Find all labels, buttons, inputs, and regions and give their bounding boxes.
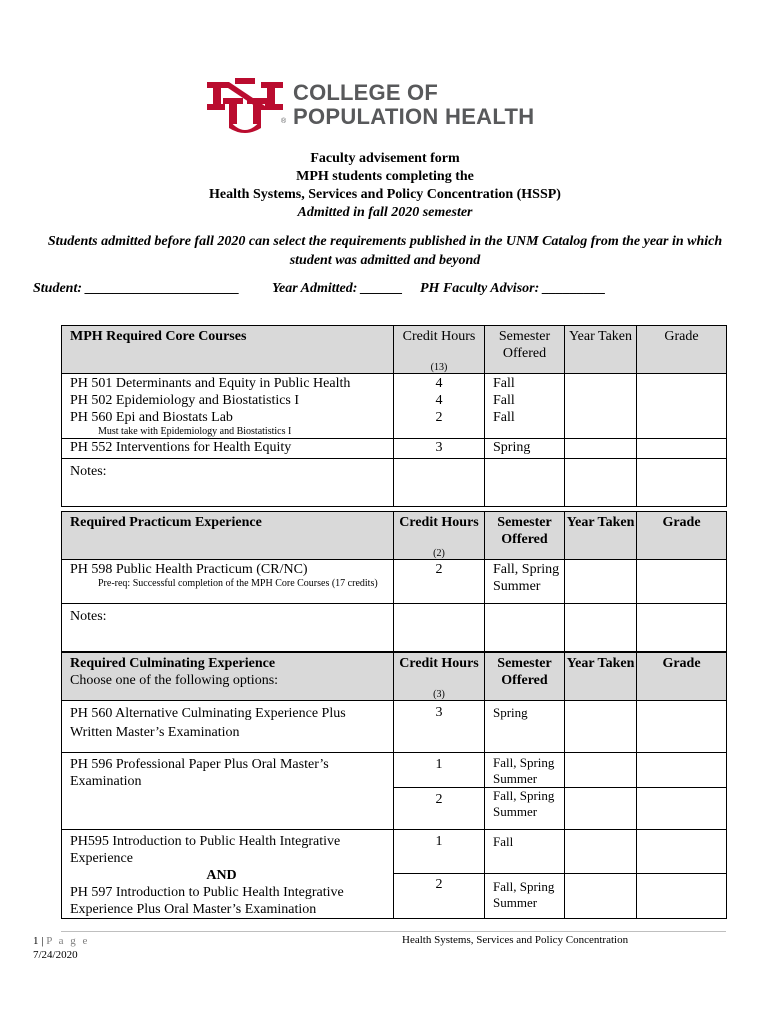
credit-opt2-b: 2 bbox=[394, 788, 485, 830]
course-ph598: PH 598 Public Health Practicum (CR/NC) bbox=[70, 562, 308, 577]
year-taken-header: Year Taken bbox=[565, 512, 637, 560]
semester-offered-header: Semester Offered bbox=[485, 512, 565, 560]
catalog-notice: Students admitted before fall 2020 can select the requirements published in the UNM Catalog from the year in which student was admitted and beyond bbox=[47, 234, 723, 268]
credit-opt3-a: 1 bbox=[394, 830, 485, 874]
option-ph560: PH 560 Alternative Culminating Experience Plus Written Master’s Examination bbox=[62, 701, 394, 753]
option-ph597: PH 597 Introduction to Public Health Integrative Experience Plus Oral Master’s Examination bbox=[70, 885, 344, 917]
form-subtitle: MPH students completing the bbox=[296, 169, 474, 184]
year-cell[interactable] bbox=[565, 374, 637, 439]
course-ph560: PH 560 Epi and Biostats Lab bbox=[70, 410, 233, 425]
course-ph501: PH 501 Determinants and Equity in Public Health bbox=[70, 376, 351, 391]
practicum-prereq: Pre-req: Successful completion of the MPH Core Courses (17 credits) bbox=[98, 578, 378, 589]
year-cell[interactable] bbox=[565, 874, 637, 919]
option-ph595: PH595 Introduction to Public Health Integrative Experience bbox=[70, 834, 341, 866]
option-ph596: PH 596 Professional Paper Plus Oral Master’s Examination bbox=[62, 753, 394, 830]
semester-ph560: Fall bbox=[493, 410, 515, 425]
concentration-title: Health Systems, Services and Policy Concentration (HSSP) bbox=[209, 187, 561, 202]
semester-offered-header: Semester Offered bbox=[485, 653, 565, 701]
semester-ph552: Spring bbox=[485, 439, 565, 459]
semester-opt3-b2: Summer bbox=[493, 895, 538, 910]
semester-opt2-a1: Fall, Spring bbox=[493, 755, 555, 770]
and-label: AND bbox=[206, 868, 237, 883]
grade-cell[interactable] bbox=[637, 830, 727, 874]
logo-line-1: COLLEGE OF bbox=[293, 80, 438, 105]
credit-ph552: 3 bbox=[394, 439, 485, 459]
core-courses-table bbox=[61, 325, 727, 507]
semester-offered-header: Semester Offered bbox=[485, 326, 565, 374]
revision-date: 7/24/2020 bbox=[33, 949, 78, 961]
grade-cell[interactable] bbox=[637, 701, 727, 753]
grade-cell[interactable] bbox=[637, 753, 727, 788]
credit-opt2-a: 1 bbox=[394, 753, 485, 788]
year-cell[interactable] bbox=[565, 560, 637, 604]
culminating-total-credits: (3) bbox=[433, 689, 445, 700]
advisor-field[interactable]: PH Faculty Advisor: _________ bbox=[420, 281, 606, 296]
credit-hours-header: Credit Hours bbox=[394, 512, 485, 560]
culminating-table bbox=[61, 652, 727, 919]
page-number: 1 bbox=[33, 935, 39, 947]
page-footer: 1 | P a g e 7/24/2020 bbox=[33, 935, 90, 961]
year-admitted-field[interactable]: Year Admitted: ______ bbox=[272, 281, 403, 296]
trademark-symbol: ® bbox=[281, 118, 287, 125]
year-taken-header: Year Taken bbox=[565, 326, 637, 374]
semester-opt2-a2: Summer bbox=[493, 771, 538, 786]
course-ph552: PH 552 Interventions for Health Equity bbox=[62, 439, 394, 459]
credit-hours-header: Credit Hours bbox=[394, 326, 485, 374]
student-field[interactable]: Student: ______________________ bbox=[33, 281, 240, 296]
footer-concentration: Health Systems, Services and Policy Concentration bbox=[402, 934, 629, 946]
semester-opt1: Spring bbox=[485, 701, 565, 753]
grade-header: Grade bbox=[637, 653, 727, 701]
core-section-title: MPH Required Core Courses bbox=[62, 326, 394, 374]
credit-ph501: 4 bbox=[435, 376, 443, 391]
grade-cell[interactable] bbox=[637, 560, 727, 604]
credit-hours-header: Credit Hours bbox=[394, 653, 485, 701]
grade-cell[interactable] bbox=[637, 439, 727, 459]
grade-cell[interactable] bbox=[637, 788, 727, 830]
semester-opt3-a: Fall bbox=[485, 830, 565, 874]
footer-rule bbox=[61, 931, 726, 932]
year-cell[interactable] bbox=[565, 830, 637, 874]
semester-ph598-a: Fall, Spring bbox=[493, 562, 560, 577]
practicum-total-credits: (2) bbox=[433, 548, 445, 559]
semester-opt2-b1: Fall, Spring bbox=[493, 788, 555, 803]
year-taken-header: Year Taken bbox=[565, 653, 637, 701]
core-notes[interactable]: Notes: bbox=[62, 459, 394, 507]
grade-header: Grade bbox=[637, 512, 727, 560]
semester-opt2-b2: Summer bbox=[493, 804, 538, 819]
practicum-section-title: Required Practicum Experience bbox=[62, 512, 394, 560]
core-total-credits: (13) bbox=[430, 362, 448, 373]
semester-ph501: Fall bbox=[493, 376, 515, 391]
credit-ph560: 2 bbox=[435, 410, 443, 425]
practicum-notes[interactable]: Notes: bbox=[62, 604, 394, 652]
grade-cell[interactable] bbox=[637, 374, 727, 439]
lab-note: Must take with Epidemiology and Biostatistics I bbox=[98, 426, 292, 437]
admit-semester: Admitted in fall 2020 semester bbox=[297, 205, 473, 220]
year-cell[interactable] bbox=[565, 701, 637, 753]
form-title: Faculty advisement form bbox=[310, 151, 460, 166]
page-label: P a g e bbox=[46, 935, 90, 947]
culminating-subtitle: Choose one of the following options: bbox=[70, 673, 279, 688]
semester-ph502: Fall bbox=[493, 393, 515, 408]
semester-opt3-b1: Fall, Spring bbox=[493, 879, 555, 894]
unm-logo-mark bbox=[205, 78, 285, 134]
year-cell[interactable] bbox=[565, 753, 637, 788]
credit-opt3-b: 2 bbox=[394, 874, 485, 919]
credit-opt1: 3 bbox=[435, 705, 443, 720]
semester-ph598-b: Summer bbox=[493, 579, 541, 594]
year-cell[interactable] bbox=[565, 788, 637, 830]
college-logo bbox=[205, 78, 575, 134]
course-ph502: PH 502 Epidemiology and Biostatistics I bbox=[70, 393, 300, 408]
year-cell[interactable] bbox=[565, 439, 637, 459]
credit-ph502: 4 bbox=[435, 393, 443, 408]
practicum-table bbox=[61, 511, 727, 652]
credit-ph598: 2 bbox=[435, 562, 443, 577]
grade-cell[interactable] bbox=[637, 874, 727, 919]
grade-header: Grade bbox=[637, 326, 727, 374]
culminating-section-title: Required Culminating Experience bbox=[70, 656, 276, 671]
logo-line-2: POPULATION HEALTH bbox=[293, 104, 535, 129]
